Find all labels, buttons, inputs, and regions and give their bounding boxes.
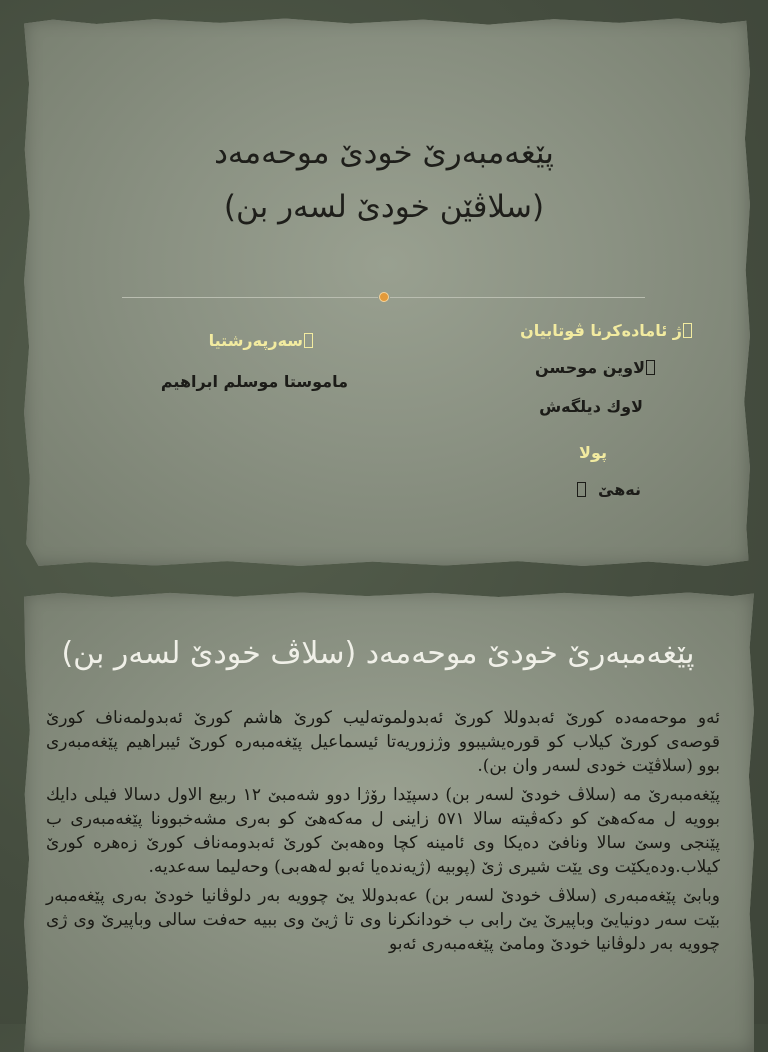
student-name-2: لاوك دیلگەش — [539, 397, 643, 416]
paragraph: پێغەمبەرێ مە (سلاڤ خودێ لسەر بن) دسپێدا رۆژا دوو شەمبێ ١٢ ربیع الاول دسالا فیلی دایك بوویە ل مەکەهێ کو دکەڤیتە سالا ٥٧١ زاینی ل مەکەهێ کو بەری مشەخبوونا پێغەمبەری ب پێنجی وسێ سالا ونافێ دەیکا وی ئامینە کچا وەهەبێ کورێ ئەبدومەناف کورێ زەهرە کورێ کیلاب.ودەیکێت وی یێت شیری ژێ (پوبیە (ژیەندەیا ئەبو لەهەبی) وحەلیما سەعدیە. — [46, 785, 720, 877]
supervisor-name: ماموستا موسلم ابراهیم — [160, 372, 348, 391]
slide-title-line2: (سلاڤێن خودێ لسەر بن) — [223, 189, 545, 225]
content-title: پێغەمبەرێ خودێ موحەمەد (سلاڤ خودێ لسەر بن) — [61, 636, 695, 671]
missing-glyph-icon — [683, 323, 692, 338]
class-label: پولا — [579, 443, 607, 462]
class-value: نەهێ — [576, 480, 641, 499]
divider-line-right — [390, 297, 645, 298]
slide-title — [0, 126, 768, 234]
divider-dot — [379, 292, 389, 302]
missing-glyph-icon — [646, 360, 655, 375]
supervisor-label: سەرپەرشتیا — [209, 331, 314, 350]
student-name-1: لاوین موحسن — [535, 358, 656, 377]
missing-glyph-icon — [304, 333, 313, 348]
paragraph: ئەو موحەمەدە کورێ ئەبدوللا کورێ ئەبدولموتەلیب کورێ هاشم کورێ ئەبدولمەناف کورێ قوصەی کورێ کیلاب کو قورەیشیبوو وژزوریەتا ئیسماعیل پێغەمبەرە کورێ ئیبراهیم پێغەمبەری بوو (سلاڤێت خودی لسەر وان بن). — [46, 708, 720, 776]
prepared-by-label: ژ ئامادەکرنا ڤوتابیان — [520, 321, 693, 340]
paragraph: وبابێ پێغەمبەری (سلاڤ خودێ لسەر بن) عەبدوللا یێ چوویە بەر دلوڤانیا خودێ بەری پێغەمبەر بێت سەر دونیایێ وباپیرێ یێ رابی ب خودانکرنا وی تا ژیێ وی ببیە حەفت سالی وباپیرێ وی ژی چوویە بەر دلوڤانیا خودێ ومامێ پێغەمبەری ئەبو — [46, 886, 720, 954]
divider-line-left — [122, 297, 378, 298]
slide-title-line1: پێغەمبەرێ خودێ موحەمەد — [214, 135, 554, 171]
missing-glyph-icon — [577, 482, 586, 497]
content-body — [46, 706, 720, 961]
